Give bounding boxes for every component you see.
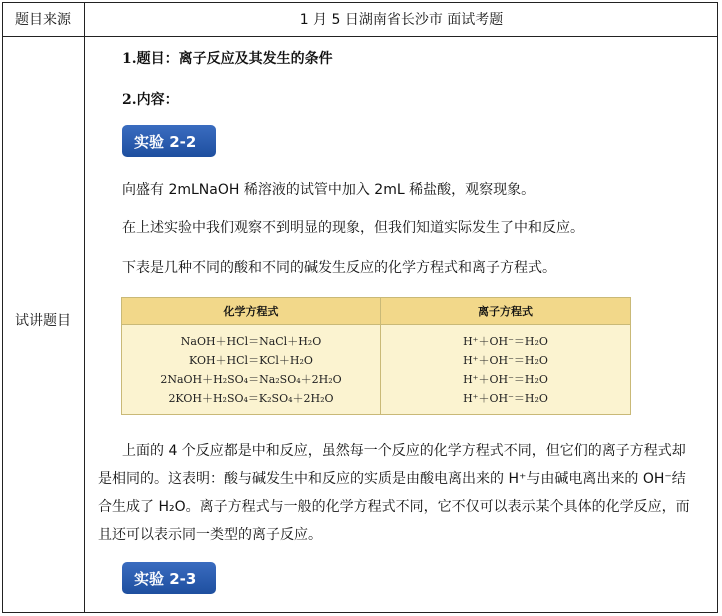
explanation-paragraph bbox=[98, 437, 710, 549]
experiment-badge-1: 实验 2-2 bbox=[122, 125, 216, 157]
chemical-equation-3: 2NaOH＋H₂SO₄＝Na₂SO₄＋2H₂O bbox=[160, 372, 342, 386]
column-divider bbox=[84, 2, 85, 613]
ionic-equation-4: H⁺＋OH⁻＝H₂O bbox=[463, 391, 548, 405]
ionic-equation-1: H⁺＋OH⁻＝H₂O bbox=[463, 334, 548, 348]
source-label: 题目来源 bbox=[15, 12, 71, 28]
explanation-line-4: 且还可以表示同一类型的离子反应。 bbox=[98, 527, 322, 543]
column-header-chemical: 化学方程式 bbox=[223, 305, 279, 318]
equation-table bbox=[121, 297, 631, 415]
explanation-line-1: 上面的 4 个反应都是中和反应，虽然每一个反应的化学方程式不同，但它们的离子方程式却 bbox=[122, 443, 686, 459]
paragraph-3: 下表是几种不同的酸和不同的碱发生反应的化学方程式和离子方程式。 bbox=[122, 260, 556, 276]
chemical-equation-1: NaOH＋HCl＝NaCl＋H₂O bbox=[180, 334, 322, 348]
item-content-label: 2.内容： bbox=[122, 92, 179, 108]
item-title: 1.题目：离子反应及其发生的条件 bbox=[122, 51, 333, 67]
topic-label: 试讲题目 bbox=[15, 313, 71, 329]
column-header-ionic: 离子方程式 bbox=[478, 305, 533, 318]
chemical-equation-2: KOH＋HCl＝KCl＋H₂O bbox=[189, 353, 313, 367]
chemical-equation-4: 2KOH＋H₂SO₄＝K₂SO₄＋2H₂O bbox=[168, 391, 334, 405]
source-value: 1 月 5 日湖南省长沙市 面试考题 bbox=[299, 12, 504, 28]
explanation-line-2: 是相同的。这表明：酸与碱发生中和反应的实质是由酸电离出来的 H⁺与由碱电离出来的 OH⁻结 bbox=[98, 471, 686, 487]
ionic-equation-2: H⁺＋OH⁻＝H₂O bbox=[463, 353, 548, 367]
row-divider bbox=[2, 36, 718, 37]
ionic-equation-3: H⁺＋OH⁻＝H₂O bbox=[463, 372, 548, 386]
paragraph-1: 向盛有 2mLNaOH 稀溶液的试管中加入 2mL 稀盐酸，观察现象。 bbox=[122, 182, 536, 198]
paragraph-2: 在上述实验中我们观察不到明显的现象，但我们知道实际发生了中和反应。 bbox=[122, 220, 584, 236]
experiment-badge-2: 实验 2-3 bbox=[122, 562, 216, 594]
explanation-line-3: 合生成了 H₂O。离子方程式与一般的化学方程式不同，它不仅可以表示某个具体的化学反应，而 bbox=[98, 499, 690, 515]
